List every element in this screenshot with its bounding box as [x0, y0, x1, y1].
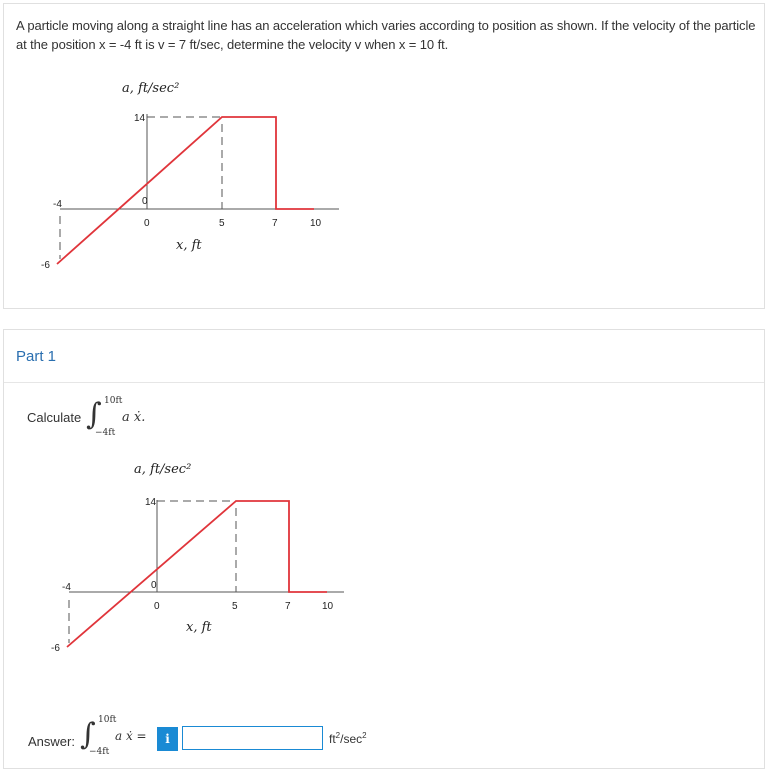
x-axis-label-top: x, ft [176, 238, 202, 253]
y-axis-label-bottom: a, ft/sec² [134, 462, 192, 477]
answer-input[interactable] [182, 726, 323, 750]
unit-label [329, 731, 367, 746]
x-tick-10-bottom: 10 [322, 601, 334, 612]
answer-label: Answer: [28, 734, 75, 749]
integrand: a ẋ. [122, 410, 146, 425]
y-axis-label-top: a, ft/sec² [122, 81, 180, 96]
answer-integrand: a ẋ = [115, 729, 147, 743]
unit-tail: /sec [340, 732, 363, 746]
calculate-label: Calculate [27, 410, 82, 425]
acceleration-graph-top [4, 4, 404, 304]
graph-svg-bottom [4, 450, 404, 690]
integral-sign: ∫ [86, 397, 102, 432]
x-tick-5-bottom: 5 [232, 601, 238, 612]
x-tick-7-top: 7 [272, 218, 278, 229]
x-tick-neg4-bottom: -4 [62, 582, 71, 593]
part-title: Part 1 [16, 348, 57, 365]
integral-lower-limit: −4ft [95, 428, 116, 438]
x-tick-0-bottom: 0 [154, 601, 160, 612]
unit-exponent: 2 [335, 731, 341, 740]
x-tick-neg4-top: -4 [53, 199, 62, 210]
x-tick-0-top: 0 [144, 218, 150, 229]
info-icon[interactable]: i [157, 727, 178, 751]
y-tick-14-bottom: 14 [145, 497, 157, 508]
acceleration-graph-bottom [4, 450, 404, 690]
unit-tail-exponent: 2 [362, 731, 367, 740]
y-tick-0-bottom: 0 [151, 580, 157, 591]
problem-card [3, 3, 765, 309]
x-tick-5-top: 5 [219, 218, 225, 229]
graph-svg-top [4, 4, 404, 304]
problem-statement: A particle moving along a straight line has an acceleration which varies according to position as shown. If the velocity of the particle at the position x = -4 ft is v = 7 ft/sec, determine the velocity v when x = 10 ft. [16, 18, 756, 52]
x-axis-label-bottom: x, ft [186, 620, 212, 635]
y-tick-neg6-top: -6 [41, 260, 50, 271]
answer-integral-lower: −4ft [89, 747, 110, 757]
y-tick-0-top: 0 [142, 196, 148, 207]
part-header [4, 330, 764, 383]
answer-integral-upper: 10ft [98, 715, 117, 725]
integral-expression [86, 394, 176, 444]
x-tick-7-bottom: 7 [285, 601, 291, 612]
answer-integral-sign: ∫ [80, 717, 96, 752]
x-tick-10-top: 10 [310, 218, 322, 229]
integral-upper-limit: 10ft [104, 396, 123, 406]
answer-integral [80, 714, 160, 764]
y-tick-14-top: 14 [134, 113, 146, 124]
y-tick-neg6-bottom: -6 [51, 643, 60, 654]
unit-base: ft [329, 732, 336, 746]
part-card [3, 329, 765, 769]
